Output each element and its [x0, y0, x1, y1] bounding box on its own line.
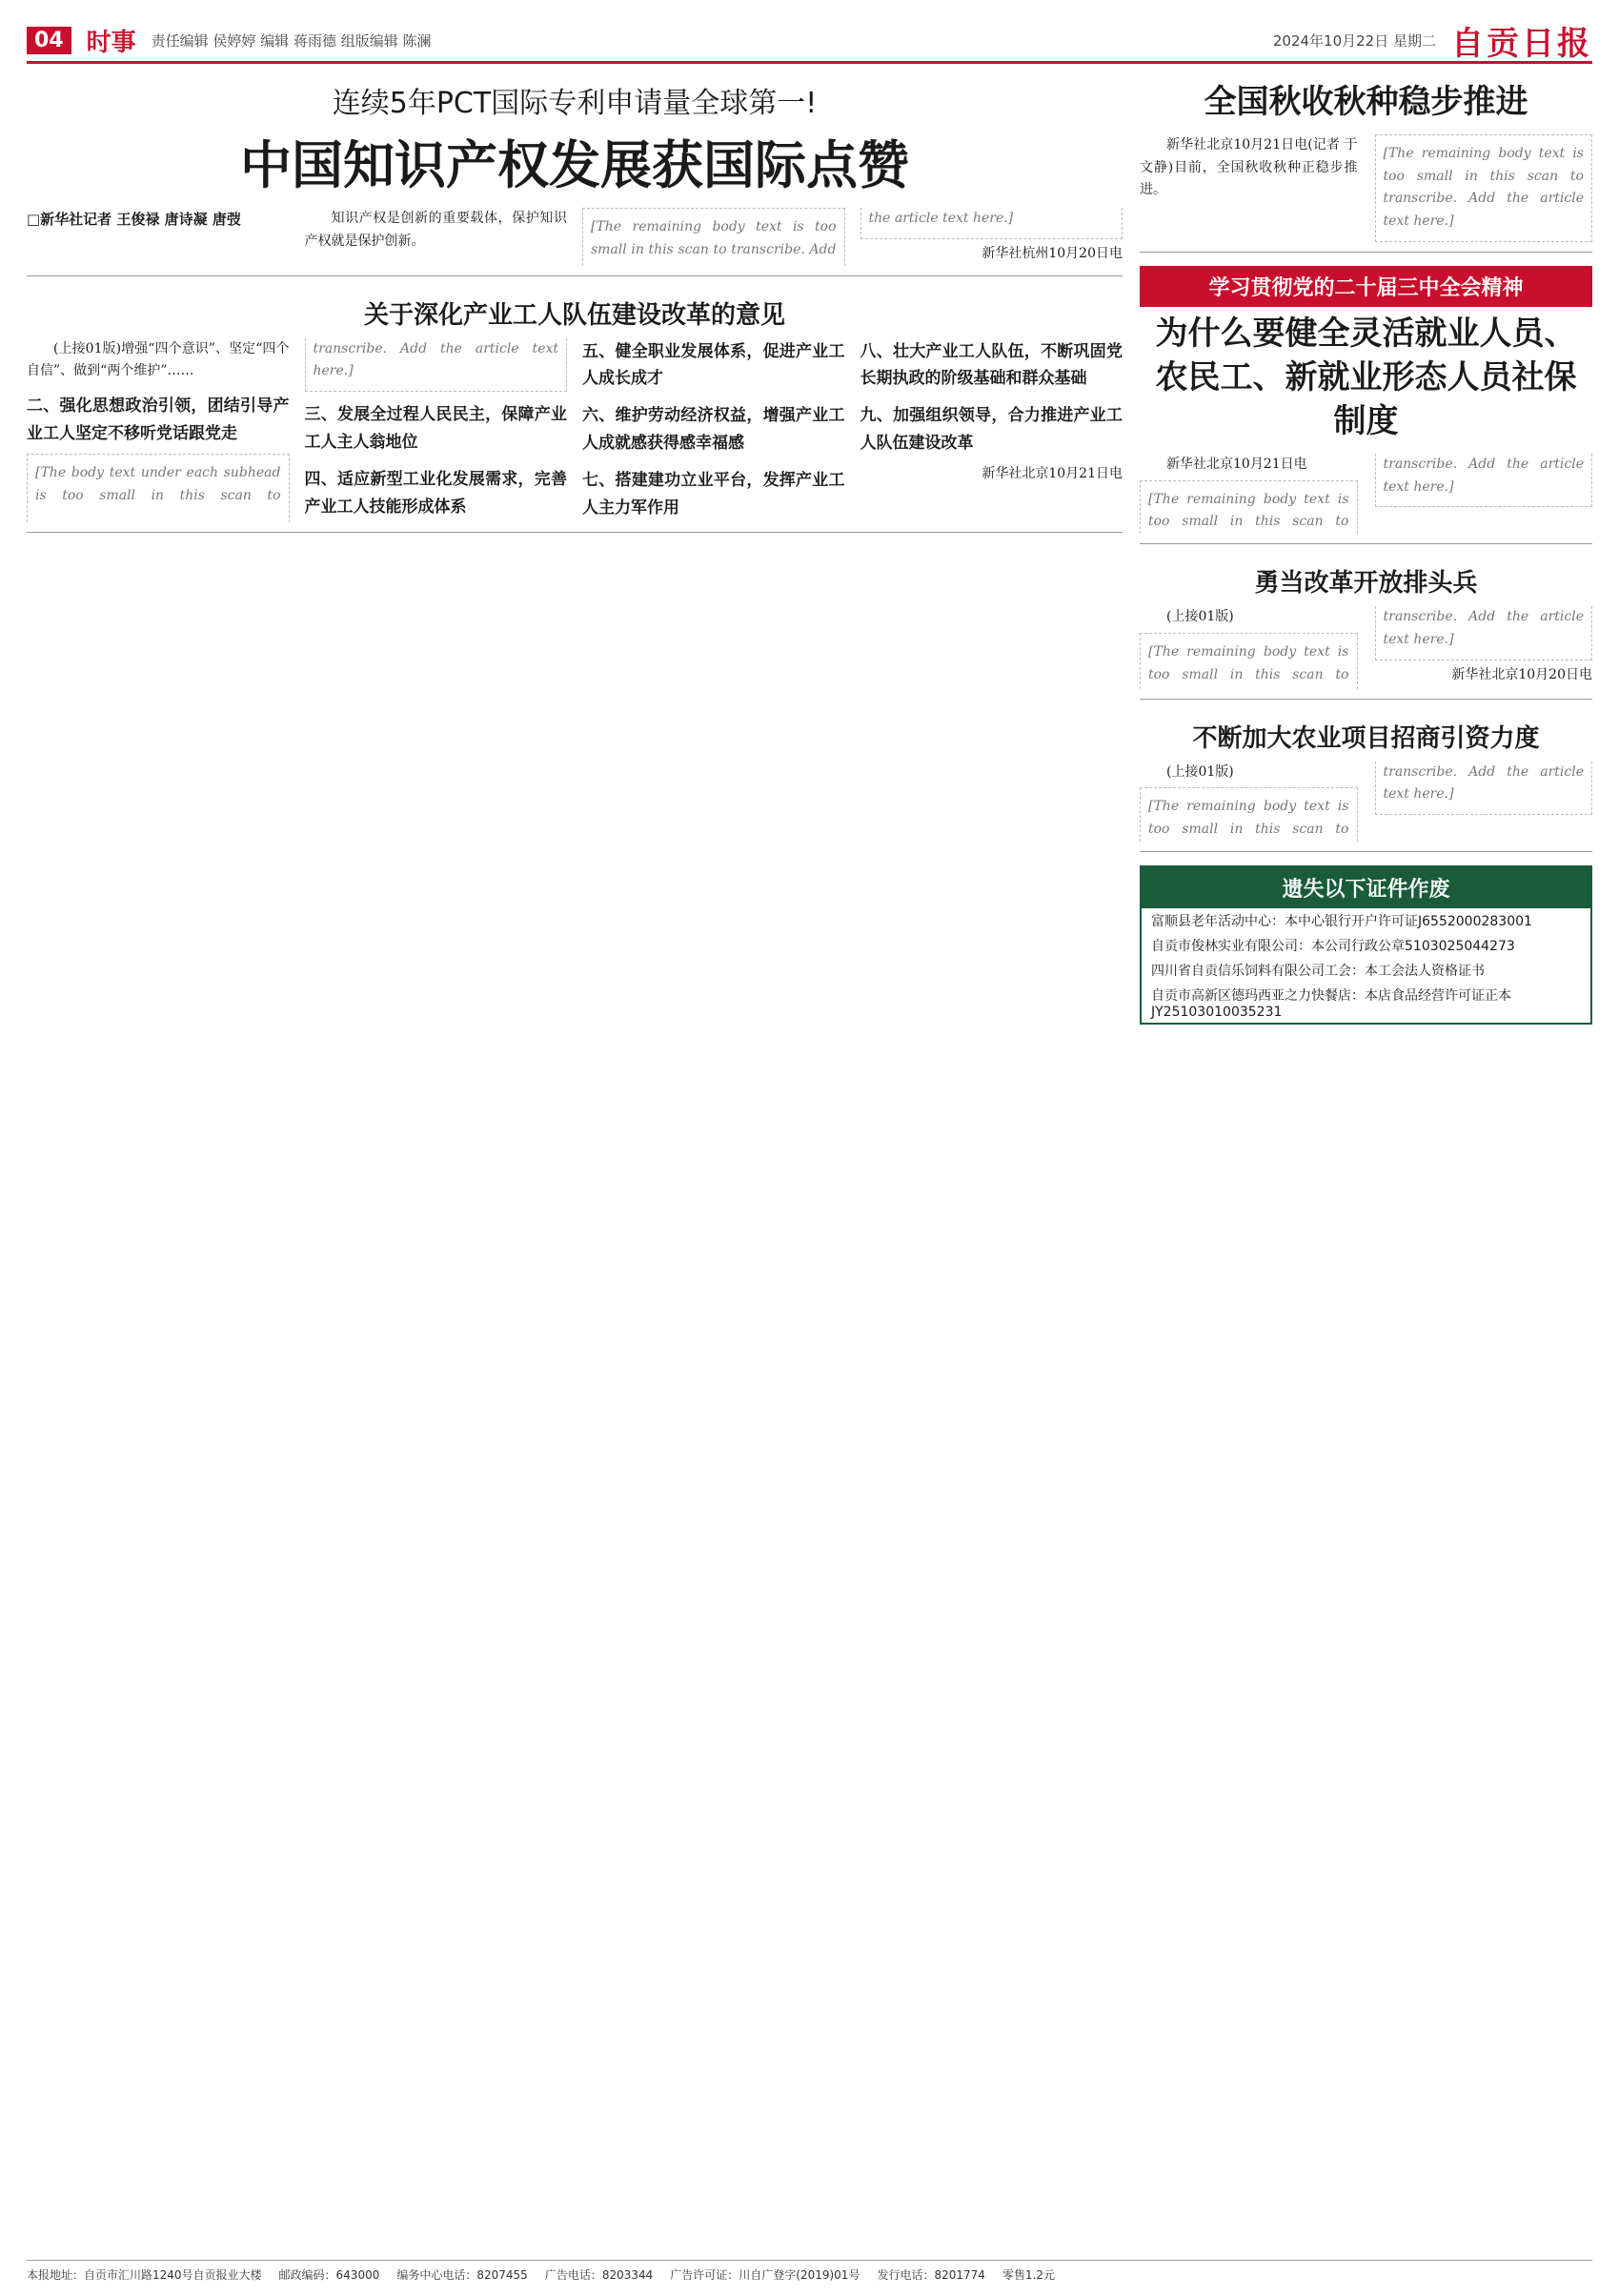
article-workers-subhead: 八、壮大产业工人队伍，不断巩固党长期执政的阶级基础和群众基础: [860, 341, 1123, 389]
article-social-security-headline: [1140, 313, 1592, 444]
article-ip-body: [27, 208, 1123, 266]
masthead: [27, 19, 1592, 64]
editor-credits: 责任编辑 侯婷婷 编辑 蒋雨德 组版编辑 陈澜: [151, 31, 432, 50]
notice-line: 自贡市俊林实业有限公司：本公司行政公章5103025044273: [1151, 938, 1515, 954]
footer-item: 发行电话：8201774: [877, 2268, 985, 2282]
article-workers-intro: (上接01版)增强“四个意识”、坚定“四个自信”、做到“两个维护”……: [27, 340, 290, 379]
page-footer: [27, 2260, 1592, 2283]
footer-item: 广告许可证：川自广登字(2019)01号: [670, 2268, 860, 2282]
article-social-security-lead: 新华社北京10月21日电: [1166, 456, 1307, 472]
footer-item: 广告电话：8203344: [544, 2268, 654, 2282]
issue-date: 2024年10月22日 星期二: [1272, 31, 1436, 50]
article-agri-body-placeholder: [The remaining body text is too small in this scan to transcribe. Add the article text here.]: [1140, 762, 1592, 842]
headline-line-1: 为什么要健全灵活就业人员、: [1155, 315, 1577, 354]
article-workers-subhead: 五、健全职业发展体系，促进产业工人成长成才: [582, 341, 845, 389]
footer-item: 邮政编码：643000: [278, 2268, 380, 2282]
lost-documents-notice: [1140, 865, 1592, 1025]
article-ip-headline: 中国知识产权发展获国际点赞: [240, 135, 909, 195]
article-ip-byline: □新华社记者 王俊禄 唐诗凝 唐弢: [27, 211, 241, 228]
article-workers-subhead: 七、搭建建功立业平台，发挥产业工人主力军作用: [582, 471, 845, 518]
article-reform-body: [1140, 606, 1592, 688]
headline-line-2: 农民工、新就业形态人员社保制度: [1155, 357, 1577, 440]
paper-logo: 自贡日报: [1451, 24, 1592, 63]
article-workers-subhead: 二、强化思想政治引领，团结引导产业工人坚定不移听党话跟党走: [27, 396, 290, 444]
theme-banner: 学习贯彻党的二十届三中全会精神: [1140, 266, 1592, 307]
article-workers-subhead: 六、维护劳动经济权益，增强产业工人成就感获得感幸福感: [582, 406, 845, 454]
page-grid: [27, 75, 1592, 1025]
article-ip: [27, 75, 1123, 276]
article-agri-body: [1140, 762, 1592, 842]
article-reform-headline: 勇当改革开放排头兵: [1254, 569, 1478, 599]
article-workers-headline: 关于深化产业工人队伍建设改革的意见: [363, 300, 785, 330]
article-harvest-lead: 新华社北京10月21日电(记者 于文静)目前，全国秋收秋种正稳步推进。: [1140, 136, 1358, 198]
article-agri-lead: (上接01版): [1166, 763, 1234, 780]
article-workers-subhead: 四、适应新型工业化发展需求，完善产业工人技能形成体系: [304, 469, 567, 517]
article-agri-headline: 不断加大农业项目招商引资力度: [1192, 723, 1540, 753]
footer-item: 本报地址：自贡市汇川路1240号自贡报业大楼: [27, 2268, 262, 2282]
footer-item: 编务中心电话：8207455: [396, 2268, 528, 2282]
notice-line: 富顺县老年活动中心：本中心银行开户许可证J6552000283001: [1151, 913, 1532, 929]
article-reform: [1140, 558, 1592, 699]
article-workers-subhead: 九、加强组织领导，合力推进产业工人队伍建设改革: [860, 406, 1123, 454]
article-workers-body: [27, 338, 1123, 522]
left-column: [27, 75, 1123, 1025]
article-agri: [1140, 713, 1592, 852]
article-harvest: [1140, 75, 1592, 253]
notice-line: 四川省自贡信乐饲料有限公司工会：本工会法人资格证书: [1151, 963, 1485, 979]
article-ip-body-placeholder: [The remaining body text is too small in this scan to transcribe. Add the article text here.]: [582, 208, 1123, 266]
article-harvest-body: [1140, 134, 1592, 242]
article-social-security-body-placeholder: [The remaining body text is too small in this scan to transcribe. Add the article text here.]: [1140, 454, 1592, 534]
article-harvest-headline: 全国秋收秋种稳步推进: [1204, 83, 1528, 121]
notice-line: 自贡市高新区德玛西亚之力快餐店：本店食品经营许可证正本JY25103010035231: [1151, 987, 1511, 1020]
footer-item: 零售1.2元: [1002, 2268, 1055, 2282]
article-ip-kicker: 连续5年PCT国际专利申请量全球第一!: [332, 87, 818, 120]
article-reform-body-placeholder: [The remaining body text is too small in this scan to transcribe. Add the article text here.]: [1140, 606, 1592, 688]
section-name: 时事: [86, 28, 136, 57]
article-ip-lead: 知识产权是创新的重要载体，保护知识产权就是保护创新。: [304, 211, 567, 249]
article-reform-dateline: 新华社北京10月20日电: [1451, 666, 1592, 682]
notice-title: 遗失以下证件作废: [1142, 867, 1590, 908]
article-workers-dateline: 新华社北京10月21日电: [982, 466, 1123, 482]
article-workers: [27, 290, 1123, 533]
article-harvest-body-placeholder: [The remaining body text is too small in this scan to transcribe. Add the article text here.]: [1375, 134, 1593, 242]
article-workers-subhead: 三、发展全过程人民民主，保障产业工人主人翁地位: [304, 405, 567, 453]
article-social-security-body: [1140, 454, 1592, 534]
article-social-security: [1140, 266, 1592, 544]
page-number: 04: [27, 27, 71, 54]
right-column: [1140, 75, 1592, 1025]
article-ip-dateline: 新华社杭州10月20日电: [982, 245, 1123, 261]
article-workers-body-placeholder: [The body text under each subhead is too small in this scan to transcribe. Add the article text here.]: [27, 338, 567, 522]
article-reform-lead: (上接01版): [1166, 609, 1234, 625]
